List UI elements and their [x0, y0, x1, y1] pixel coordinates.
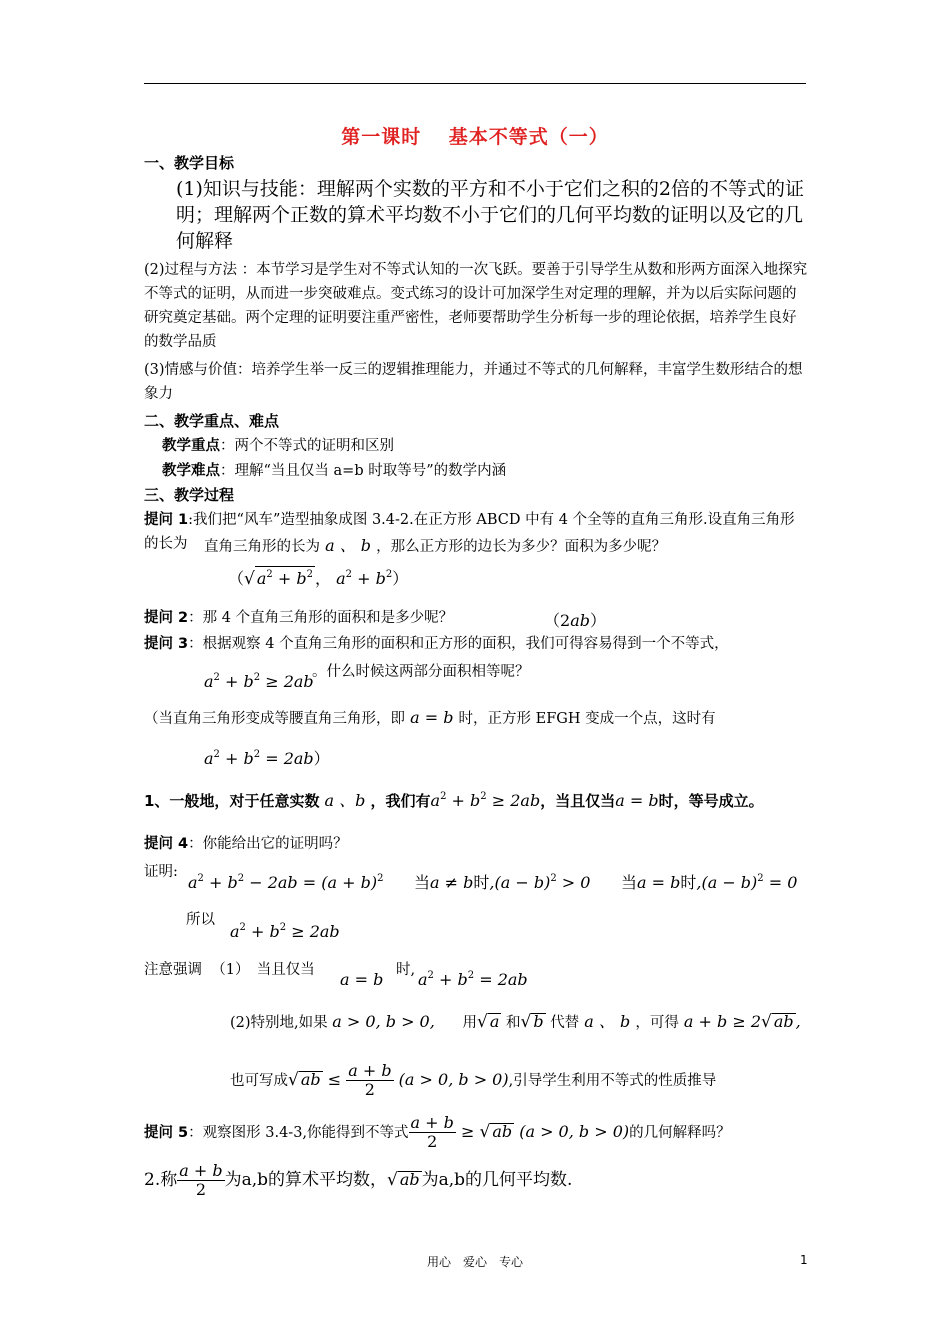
difficult-point-label: 教学难点: [162, 463, 220, 479]
definition-2-arithmetic: 为a,b的算术平均数，: [224, 1170, 388, 1190]
difficult-point-text: ：理解“当且仅当 a=b 时取等号”的数学内涵: [220, 463, 507, 479]
question-4-label: 提问 4: [144, 836, 189, 852]
theorem-1-part-d: 时，等号成立。: [658, 792, 764, 810]
question-3-text: ：根据观察 4 个直角三角形的面积和正方形的面积，我们可得容易得到一个不等式，: [188, 636, 729, 652]
definition-2: [144, 1162, 572, 1199]
note-1: [144, 958, 315, 982]
note-2-obtain: ，可得: [635, 1015, 679, 1031]
page-title: 第一课时 基本不等式（一）: [341, 126, 609, 148]
key-point-label: 教学重点: [162, 438, 220, 454]
note-1-text: （1） 当且仅当: [211, 962, 315, 978]
theorem-1-part-b: ，我们有: [370, 792, 431, 810]
key-point: [162, 434, 394, 458]
question-1-line2: [204, 534, 666, 559]
question-3: [144, 632, 808, 656]
answer-3: [144, 706, 716, 731]
question-1-label: 提问 1: [144, 512, 189, 528]
answer-1: （√ $a^2 + b^2$ ， $a^2 + b^2$）: [228, 566, 408, 589]
section-3-heading: 三、教学过程: [144, 486, 235, 504]
theorem-1: [144, 788, 764, 811]
question-5-text: ：观察图形 3.4-3,你能得到不等式: [188, 1125, 409, 1141]
note-2-start: (2)特别地,如果: [230, 1015, 328, 1031]
question-3-label: 提问 3: [144, 636, 189, 652]
note-3: [230, 1062, 716, 1099]
sqrt-b: √ b: [520, 1012, 544, 1032]
definition-2-geometric: 为a,b的几何平均数.: [421, 1170, 573, 1190]
goal-emotion: (3)情感与价值：培养学生举一反三的逻辑推理能力，并通过不等式的几何解释，丰富学生数形结合的想象力: [144, 362, 803, 402]
answer-3-start: （当直角三角形变成等腰直角三角形，即: [144, 711, 405, 727]
difficult-point: [162, 459, 506, 483]
geometric-mean-formula: √ ab: [387, 1170, 420, 1190]
a-equals-b: a = b: [405, 708, 459, 727]
note-1-equality: $a^2 + b^2 = 2ab$: [418, 970, 528, 989]
question-1-start: 直角三角形的长为: [204, 539, 320, 555]
so-label: 所以: [186, 912, 215, 928]
note-3-formula: √ ab ≤ $\frac{a + b}{2}$ (a > 0, b > 0): [288, 1061, 509, 1099]
equality-1: $a^2 + b^2 = 2ab$）: [204, 749, 330, 768]
sqrt-a: √ a: [476, 1012, 500, 1032]
question-2: [144, 606, 453, 630]
note-3-start: 也可写成: [230, 1073, 288, 1089]
question-4: [144, 832, 348, 856]
theorem-1-condition: a = b: [615, 791, 659, 810]
question-5-label: 提问 5: [144, 1125, 189, 1141]
question-4-text: ：你能给出它的证明吗？: [188, 836, 348, 852]
theorem-1-inequality: $a^2 + b^2 \ge 2ab$: [430, 791, 541, 810]
question-2-text: ：那 4 个直角三角形的面积和是多少呢？: [188, 610, 454, 626]
section-2-heading: 二、教学重点、难点: [144, 412, 280, 430]
answer-2: （2ab）: [544, 611, 606, 630]
page-number: 1: [800, 1253, 808, 1267]
arithmetic-mean-formula: $\frac{a + b}{2}$: [179, 1161, 223, 1199]
section-1-heading: 一、教学目标: [144, 154, 235, 172]
theorem-1-part-c: ，当且仅当: [540, 792, 616, 810]
var-a-b: a 、 b: [320, 536, 377, 555]
goal-knowledge: (1)知识与技能：理解两个实数的平方和不小于它们之积的2倍的不等式的证明；理解两个正数的算术平均数不小于它们的几何平均数的证明以及它的几何解释: [176, 178, 805, 252]
note-1-condition: a = b: [340, 970, 384, 989]
question-1-tail: ，那么正方形的边长为多少？面积为多少呢？: [376, 539, 667, 555]
question-5-formula: $\frac{a + b}{2}$ ≥ √ ab (a > 0, b > 0): [410, 1113, 630, 1151]
note-1-tail: 时,: [396, 962, 416, 978]
key-point-text: ：两个不等式的证明和区别: [220, 438, 394, 454]
proof-label: 证明:: [144, 864, 178, 880]
question-5-tail: 的几何解释吗？: [629, 1125, 731, 1141]
theorem-1-vars: a 、b: [319, 791, 371, 810]
note-2-use: 用: [462, 1015, 477, 1031]
footer-text: 用心 爱心 专心: [426, 1255, 523, 1269]
question-3-tail: 。什么时候这两部分面积相等呢？: [312, 664, 530, 680]
question-1-text: :我们把“风车”造型抽象成图 3.4-2.在正方形 ABCD 中有 4 个全等的直角三角形.设直角三角形的长为: [144, 512, 795, 552]
inequality-1: $a^2 + b^2 \ge 2ab$: [204, 672, 314, 691]
theorem-1-part-a: 1、一般地，对于任意实数: [144, 792, 320, 810]
note-3-tail: ,引导学生利用不等式的性质推导: [508, 1073, 717, 1089]
note-2: [230, 1010, 801, 1035]
note-label: 注意强调: [144, 962, 202, 978]
note-2-and: 和: [505, 1015, 521, 1031]
note-2-replace: 代替: [550, 1015, 580, 1031]
goal-process: (2)过程与方法 ：本节学习是学生对不等式认知的一次飞跃。要善于引导学生从数和形两方面深入地探究不等式的证明，从而进一步突破难点。变式练习的设计可加深学生对定理的理解，并为以后实际问题的研究奠定基础。两个定理的证明要注重严密性，老师要帮助学生分析每一步的理论依据，培养学生良好的数学品质: [144, 262, 808, 350]
proof-conclusion: $a^2 + b^2 \ge 2ab$: [230, 922, 340, 941]
question-5: [144, 1114, 731, 1151]
header-rule: [144, 83, 806, 84]
note-2-result: a + b ≥ 2√ ab ,: [678, 1012, 801, 1032]
definition-2-start: 2.称: [144, 1170, 178, 1190]
proof-formula: $a^2 + b^2 - 2ab = (a + b)^2$ 当a ≠ b时$,(a - b)^2 > 0$ 当a = b时$,(a - b)^2 = 0$: [188, 873, 798, 892]
note-2-vars: a 、 b: [579, 1012, 636, 1031]
answer-3-middle: 时，正方形 EFGH 变成一个点，这时有: [458, 711, 716, 727]
note-2-condition: a > 0, b > 0,: [332, 1012, 435, 1031]
question-2-label: 提问 2: [144, 610, 189, 626]
